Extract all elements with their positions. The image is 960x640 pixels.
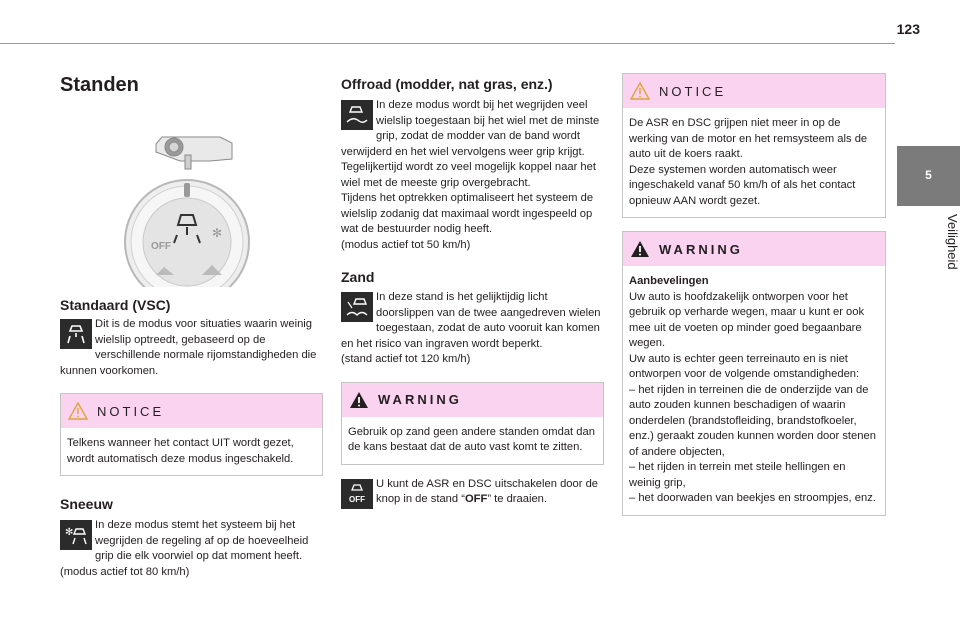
- notice-text-1: De ASR en DSC grijpen niet meer in op de werking van de motor en het remsysteem als de auto uit de koers raakt.: [629, 117, 868, 160]
- warning-box-recommendations: [622, 231, 886, 516]
- chapter-title: Veiligheid: [945, 214, 960, 270]
- svg-text:✻: ✻: [65, 527, 74, 538]
- vsc-heading: Standaard (VSC): [60, 297, 171, 313]
- snow-text: In deze modus stemt het systeem bij het wegrijden de regeling af op de hoeveelheid grip die elk voorwiel op dat moment heeft.: [95, 519, 309, 562]
- sand-mode-icon: [341, 292, 373, 322]
- sand-note: (stand actief tot 120 km/h): [341, 353, 471, 365]
- warning-text: Gebruik op zand geen andere standen omdat dan de kans bestaat dat de auto vast komt te zitten.: [348, 425, 595, 453]
- column-1: [60, 70, 323, 580]
- warning-item: – het rijden in terrein met steile hellingen en weinig grip,: [629, 461, 846, 489]
- notice-triangle-icon: [629, 81, 651, 101]
- notice-text-2: Deze systemen worden automatisch weer ingeschakeld vanaf 50 km/h of als het contact opnieuw AAN wordt gezet.: [629, 163, 856, 207]
- warning-label: WARNING: [659, 241, 743, 257]
- notice-text: Telkens wanneer het contact UIT wordt gezet, wordt automatisch deze modus ingeschakeld.: [67, 437, 294, 465]
- sand-heading: Zand: [341, 269, 375, 285]
- warning-triangle-icon: [348, 390, 370, 410]
- dashboard-sketch-icon: [156, 137, 232, 169]
- page-number: 123: [896, 21, 920, 37]
- standard-mode-icon: [60, 319, 92, 349]
- dial-off-label: OFF: [151, 241, 171, 252]
- terrain-dial-icon: [125, 180, 249, 287]
- notice-label: NOTICE: [97, 403, 165, 419]
- chapter-tab[interactable]: [897, 146, 960, 206]
- offroad-text-2: Tegelijkertijd wordt zo veel mogelijk koppel naar het wiel met de meeste grip overgebracht.: [341, 161, 596, 189]
- warning-triangle-icon: [629, 239, 651, 259]
- snow-note: (modus actief tot 80 km/h): [60, 565, 190, 578]
- notice-box-asr: [622, 73, 886, 218]
- vsc-text: Dit is de modus voor situaties waarin weinig wielslip optreedt, gebaseerd op de verschillende normale rijomstandigheden die kunnen voorkomen.: [60, 318, 317, 377]
- page-title: Standen: [60, 74, 139, 96]
- off-text: U kunt de ASR en DSC uitschakelen door de knop in de stand “OFF” te draaien.: [376, 477, 599, 505]
- snow-mode-icon: [60, 520, 92, 550]
- notice-label: NOTICE: [659, 83, 727, 99]
- off-mode-icon: [341, 479, 373, 509]
- warning-text-2: Uw auto is echter geen terreinauto en is niet ontworpen voor de volgende omstandigheden:: [629, 352, 860, 380]
- offroad-text-3: Tijdens het optrekken optimaliseert het systeem de wielslip zodanig dat maximaal wordt ingespeeld op wat de bestuurder nodig heeft.: [341, 192, 594, 235]
- warning-item: – het doorwaden van beekjes en stroompjes, enz.: [629, 492, 876, 504]
- header-rule: [0, 43, 895, 44]
- svg-text:OFF: OFF: [349, 494, 365, 504]
- warning-text-1: Uw auto is hoofdzakelijk ontworpen voor het gebruik op verharde wegen, maar u kunt er ook mee uit de voeten op minder goed begaanbare wegen.: [629, 290, 865, 349]
- offroad-heading: Offroad (modder, nat gras, enz.): [341, 76, 553, 92]
- warning-heading: Aanbevelingen: [629, 275, 709, 287]
- snow-heading: Sneeuw: [60, 496, 113, 512]
- offroad-mode-icon: [341, 100, 373, 130]
- warning-box-sand: [341, 382, 604, 465]
- warning-item: – het rijden in terreinen die de onderzijde van de auto zouden kunnen beschadigen of waarin onderdelen (brandstofleiding, brandstofkoeler, enz.) geraakt zouden kunnen worden door stenen of andere objecten,: [629, 383, 876, 458]
- svg-text:✻: ✻: [212, 226, 223, 240]
- offroad-note: (modus actief tot 50 km/h): [341, 238, 471, 251]
- offroad-text: In deze modus wordt bij het wegrijden veel wielslip toegestaan bij het wiel met de minste grip, zodat de modder van de band wordt verwijderd en het wiel vervolgens weer grip krijgt.: [341, 99, 600, 158]
- warning-label: WARNING: [378, 392, 462, 407]
- mode-dial-illustration: [60, 97, 323, 287]
- column-3: [622, 70, 886, 516]
- column-2: [341, 70, 604, 510]
- chapter-number: 5: [925, 168, 932, 182]
- sand-text: In deze stand is het gelijktijdig licht doorslippen van de twee aangedreven wielen toegestaan, zodat de auto vooruit kan komen en het risico van ingraven wordt beperkt.: [341, 291, 601, 350]
- notice-triangle-icon: [67, 401, 89, 421]
- notice-box-standard: [60, 393, 323, 476]
